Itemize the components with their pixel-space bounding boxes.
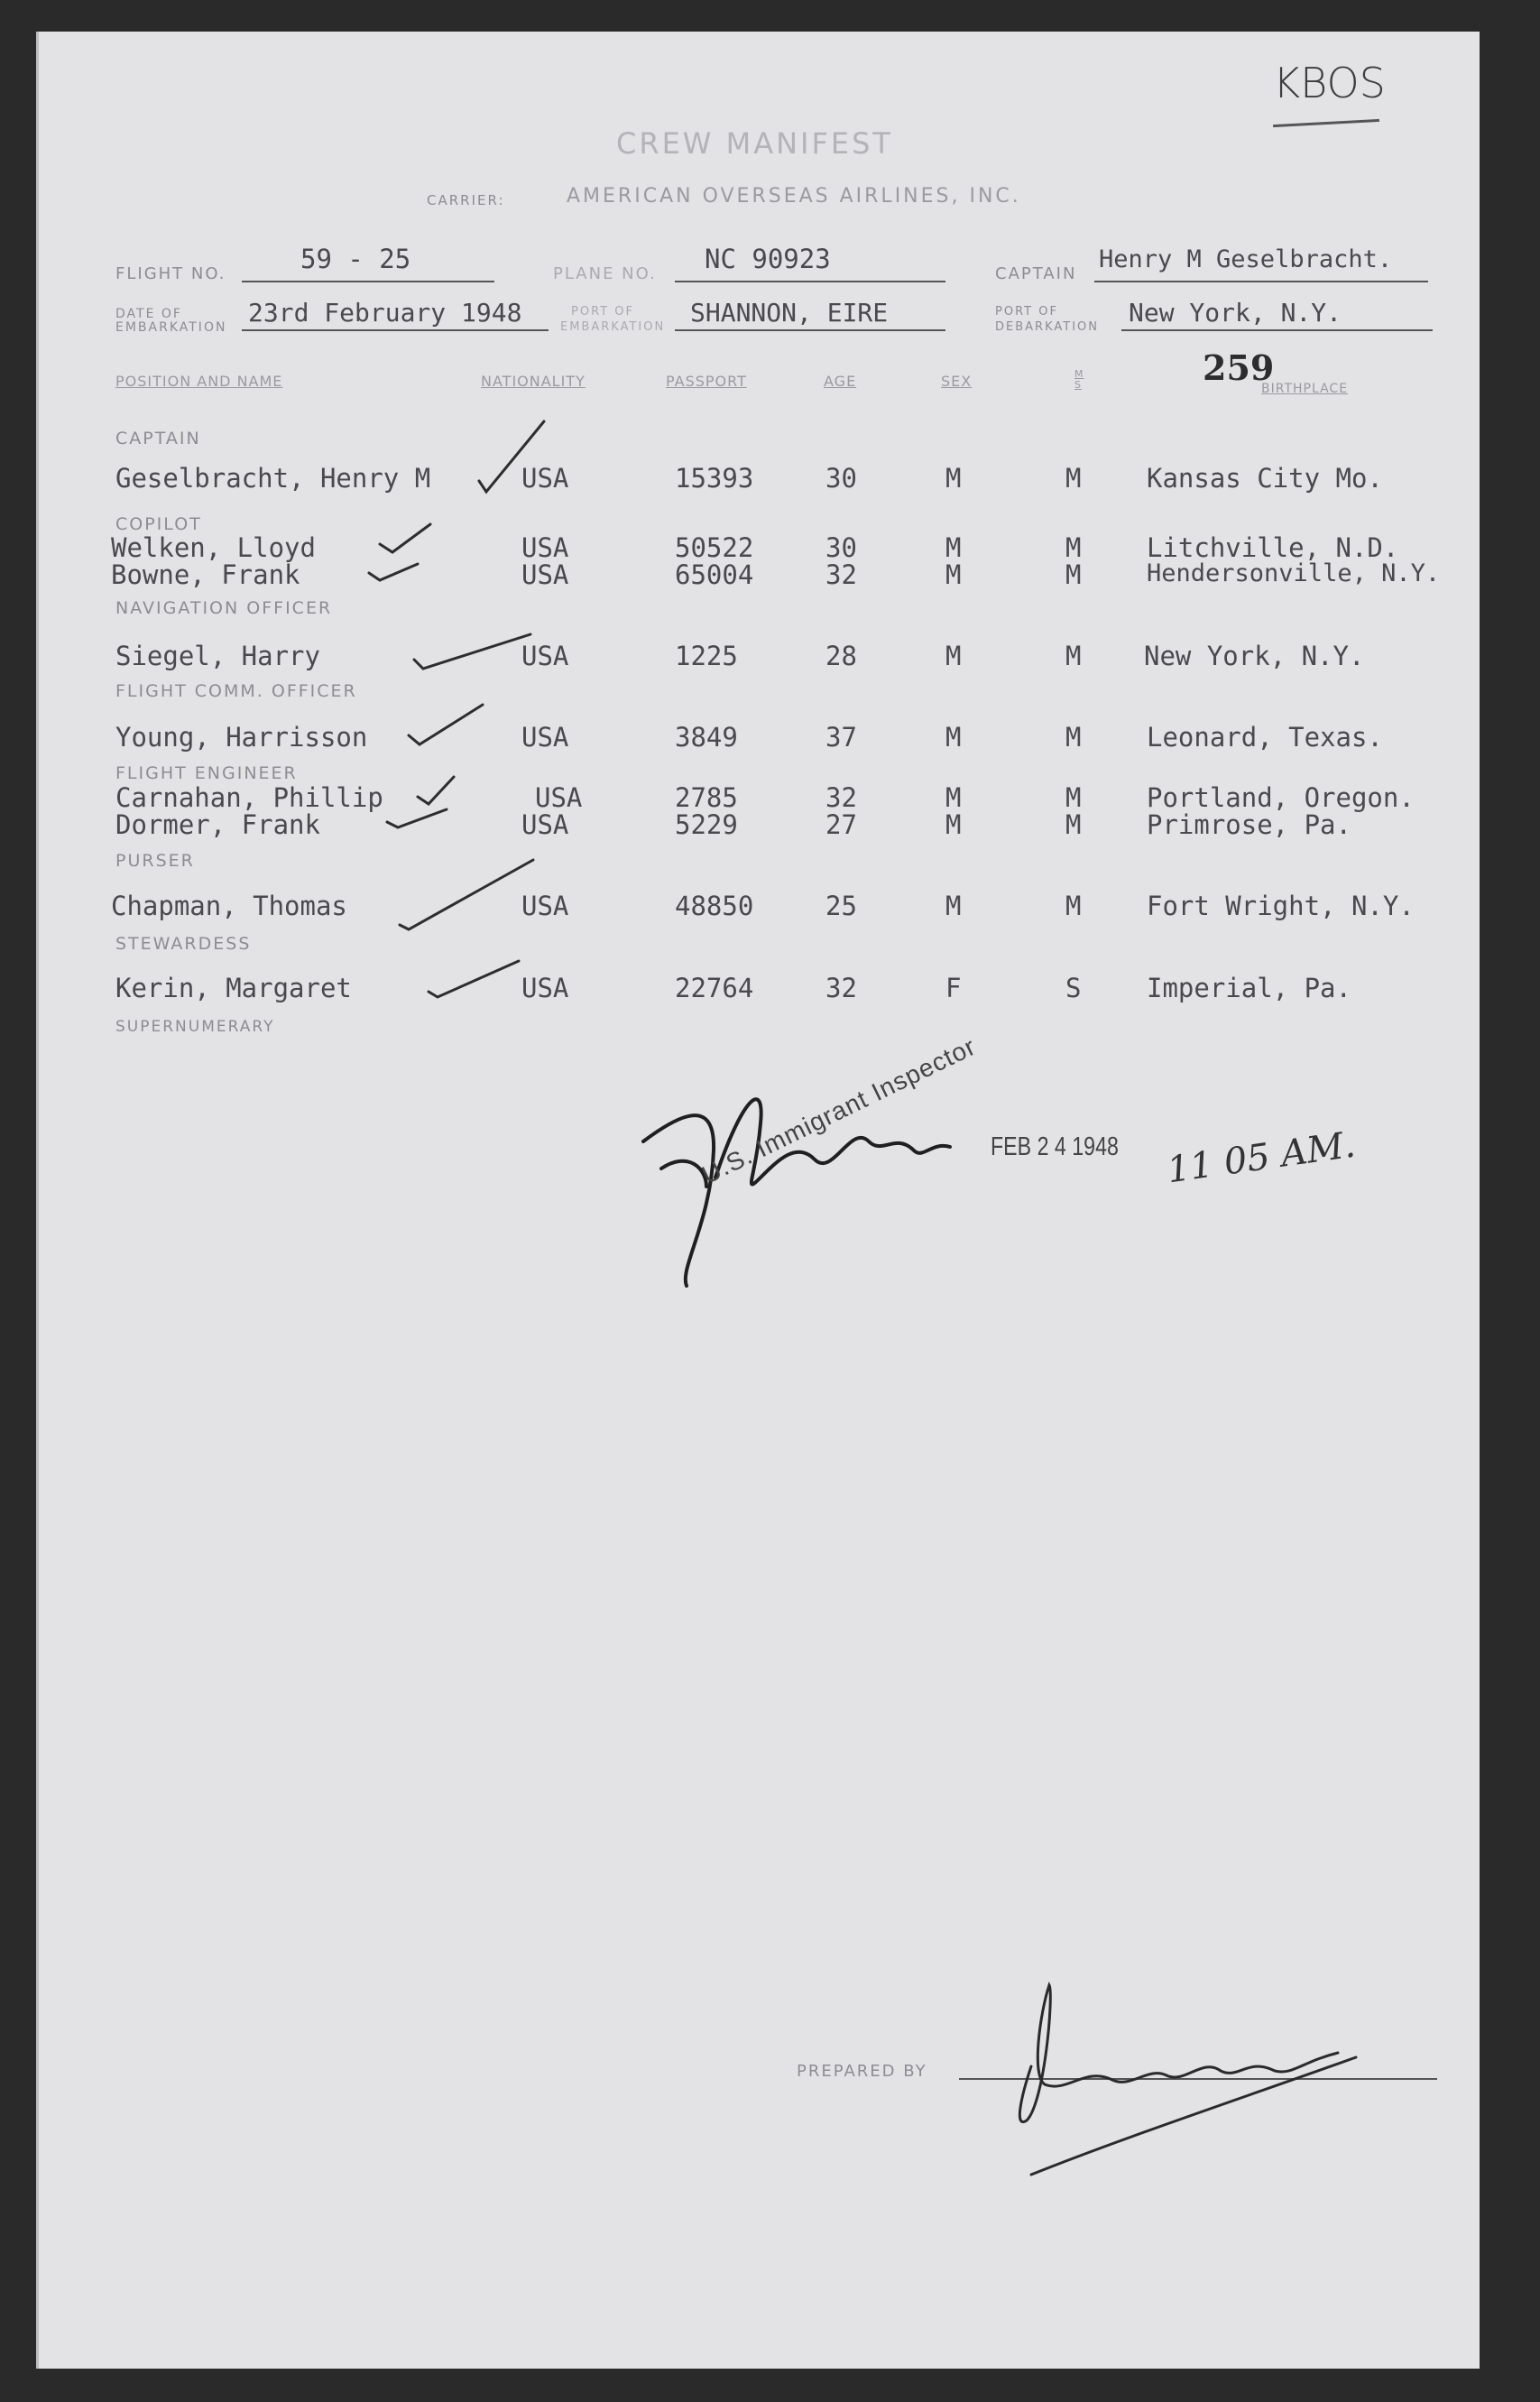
date-label-1: DATE OF — [115, 307, 182, 321]
crew-marital: M — [1065, 891, 1082, 921]
checkmarks — [39, 32, 1480, 1069]
crew-sex: M — [945, 532, 962, 563]
crew-marital: S — [1065, 973, 1082, 1003]
crew-sex: F — [945, 973, 962, 1003]
checkmark-icon — [429, 961, 519, 997]
crew-marital: M — [1065, 722, 1082, 753]
section-supernumerary: SUPERNUMERARY — [115, 1018, 275, 1036]
crew-birthplace: Primrose, Pa. — [1147, 809, 1351, 840]
col-sex: SEX — [941, 373, 973, 390]
inspection-time: 11 05 AM. — [1164, 1123, 1358, 1192]
crew-age: 32 — [825, 973, 857, 1003]
crew-nationality: USA — [521, 809, 569, 840]
flight-no-value: 59 - 25 — [300, 244, 411, 274]
crew-nationality: USA — [521, 559, 569, 590]
airport-annotation: KBOS — [1273, 59, 1386, 107]
crew-passport: 3849 — [675, 722, 738, 753]
crew-sex: M — [945, 809, 962, 840]
preparer-signature — [977, 1958, 1392, 2188]
section-purser: PURSER — [115, 851, 195, 871]
crew-sex: M — [945, 641, 962, 671]
crew-name: Kerin, Margaret — [115, 973, 352, 1003]
col-passport: PASSPORT — [666, 373, 747, 390]
crew-birthplace: Leonard, Texas. — [1147, 722, 1383, 753]
crew-sex: M — [945, 782, 962, 813]
crew-birthplace: Litchville, N.D. — [1147, 532, 1399, 563]
crew-age: 30 — [825, 532, 857, 563]
crew-sex: M — [945, 559, 962, 590]
crew-age: 25 — [825, 891, 857, 921]
crew-nationality: USA — [521, 891, 569, 921]
section-flight-engineer: FLIGHT ENGINEER — [115, 763, 298, 783]
crew-birthplace: Kansas City Mo. — [1147, 463, 1383, 494]
crew-sex: M — [945, 891, 962, 921]
checkmark-icon — [414, 634, 530, 669]
inspection-date-stamp: FEB 2 4 1948 — [991, 1132, 1119, 1161]
col-age: AGE — [824, 373, 857, 390]
checkmark-icon — [479, 421, 544, 492]
checkmark-icon — [409, 705, 483, 744]
crew-passport: 22764 — [675, 973, 754, 1003]
checkmark-icon — [418, 777, 454, 804]
col-marital: M S — [1074, 368, 1084, 391]
crew-marital: M — [1065, 559, 1082, 590]
col-nationality: NATIONALITY — [481, 373, 586, 390]
page-title: CREW MANIFEST — [616, 126, 893, 161]
flight-no-label: FLIGHT NO. — [115, 264, 226, 283]
crew-nationality: USA — [521, 463, 569, 494]
crew-nationality: USA — [521, 641, 569, 671]
crew-sex: M — [945, 722, 962, 753]
captain-label: CAPTAIN — [995, 264, 1077, 283]
crew-age: 32 — [825, 559, 857, 590]
crew-birthplace: New York, N.Y. — [1144, 641, 1365, 671]
port-deb-label-1: PORT OF — [995, 305, 1058, 319]
crew-passport: 48850 — [675, 891, 754, 921]
crew-passport: 50522 — [675, 532, 754, 563]
carrier-name: AMERICAN OVERSEAS AIRLINES, INC. — [567, 185, 1021, 208]
crew-age: 32 — [825, 782, 857, 813]
crew-age: 30 — [825, 463, 857, 494]
crew-nationality: USA — [521, 973, 569, 1003]
crew-sex: M — [945, 463, 962, 494]
port-emb-label-2: EMBARKATION — [560, 320, 666, 334]
crew-name: Geselbracht, Henry M — [115, 463, 431, 494]
embarkation-date: 23rd February 1948 — [248, 298, 522, 328]
crew-name: Dormer, Frank — [115, 809, 320, 840]
checkmark-icon — [369, 564, 418, 580]
crew-nationality: USA — [521, 722, 569, 753]
crew-birthplace: Hendersonville, N.Y. — [1147, 559, 1441, 587]
crew-marital: M — [1065, 809, 1082, 840]
date-label-2: EMBARKATION — [115, 320, 227, 335]
port-debarkation: New York, N.Y. — [1129, 298, 1342, 328]
col-position-name: POSITION AND NAME — [115, 373, 283, 390]
crew-marital: M — [1065, 463, 1082, 494]
crew-marital: M — [1065, 532, 1082, 563]
section-navigation-officer: NAVIGATION OFFICER — [115, 598, 333, 618]
crew-birthplace: Portland, Oregon. — [1147, 782, 1415, 813]
plane-no-value: NC 90923 — [705, 244, 831, 274]
crew-passport: 1225 — [675, 641, 738, 671]
checkmark-icon — [380, 524, 430, 552]
crew-nationality: USA — [535, 782, 583, 813]
manifest-sheet — [36, 32, 1480, 2369]
crew-passport: 5229 — [675, 809, 738, 840]
checkmark-icon — [387, 809, 447, 827]
prepared-by-label: PREPARED BY — [797, 2062, 927, 2081]
crew-name: Young, Harrisson — [115, 722, 368, 753]
checkmark-icon — [400, 860, 533, 929]
crew-age: 28 — [825, 641, 857, 671]
crew-name: Welken, Lloyd — [111, 532, 316, 563]
immigrant-inspector-stamp: U.S. Immigrant Inspector — [697, 1031, 981, 1189]
plane-no-label: PLANE NO. — [553, 264, 657, 283]
crew-passport: 65004 — [675, 559, 754, 590]
crew-name: Carnahan, Phillip — [115, 782, 383, 813]
section-captain: CAPTAIN — [115, 429, 201, 448]
crew-birthplace: Fort Wright, N.Y. — [1147, 891, 1415, 921]
section-flight-comm-officer: FLIGHT COMM. OFFICER — [115, 681, 357, 701]
carrier-label: CARRIER: — [427, 192, 505, 208]
crew-name: Bowne, Frank — [111, 559, 300, 590]
crew-name: Chapman, Thomas — [111, 891, 347, 921]
crew-birthplace: Imperial, Pa. — [1147, 973, 1351, 1003]
crew-passport: 15393 — [675, 463, 754, 494]
crew-marital: M — [1065, 641, 1082, 671]
crew-age: 37 — [825, 722, 857, 753]
crew-marital: M — [1065, 782, 1082, 813]
crew-age: 27 — [825, 809, 857, 840]
captain-value: Henry M Geselbracht. — [1099, 245, 1393, 273]
section-copilot: COPILOT — [115, 514, 202, 534]
port-embarkation: SHANNON, EIRE — [690, 298, 889, 328]
crew-name: Siegel, Harry — [115, 641, 320, 671]
page-number: 259 — [1203, 347, 1275, 388]
crew-passport: 2785 — [675, 782, 738, 813]
section-stewardess: STEWARDESS — [115, 934, 252, 954]
port-emb-label-1: PORT OF — [571, 305, 634, 319]
port-deb-label-2: DEBARKATION — [995, 320, 1099, 334]
crew-nationality: USA — [521, 532, 569, 563]
col-birthplace: BIRTHPLACE — [1261, 382, 1349, 396]
